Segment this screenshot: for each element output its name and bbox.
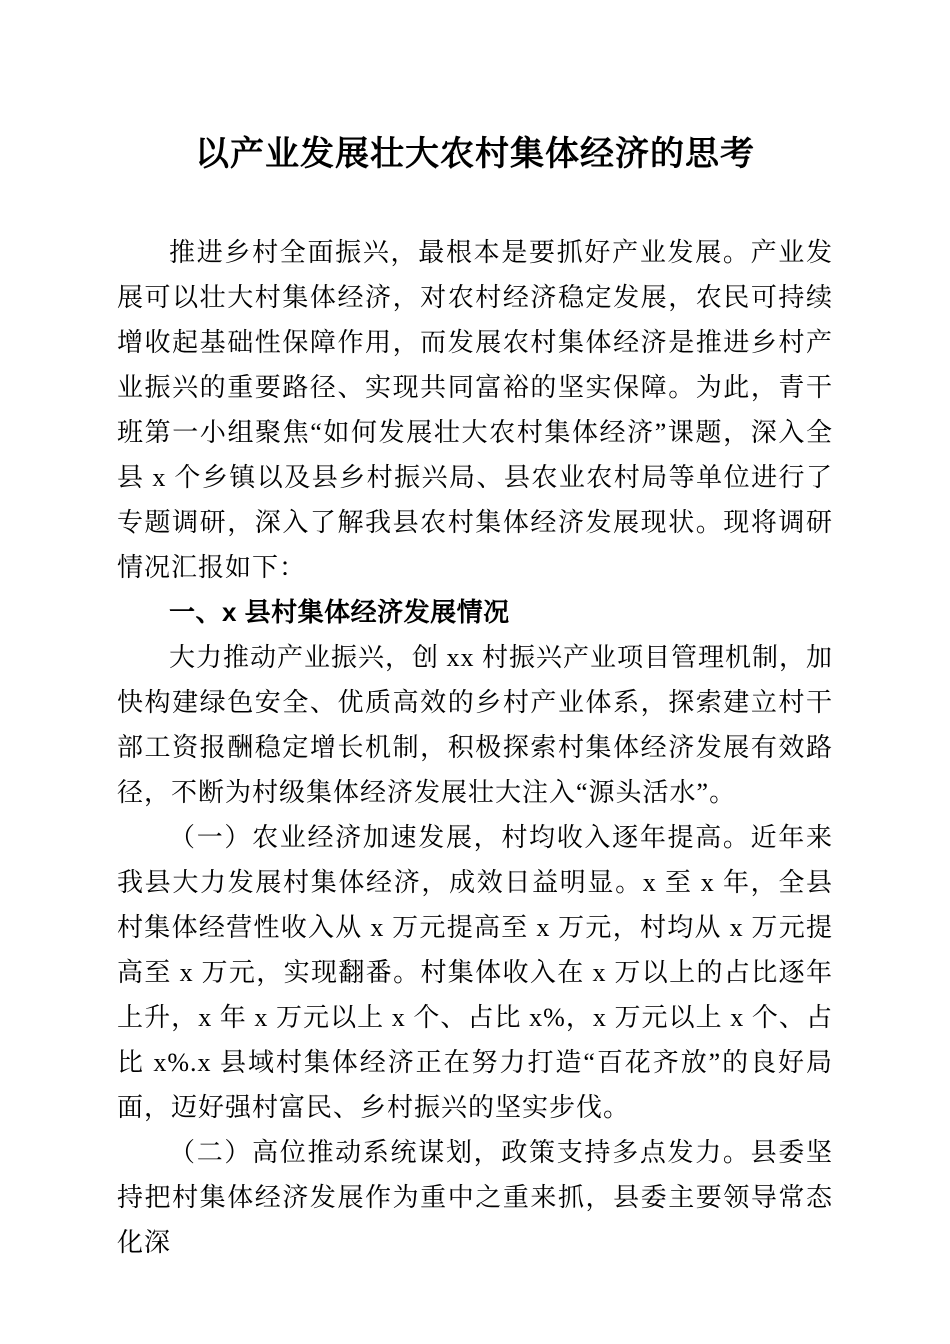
- paragraph-intro: 推进乡村全面振兴，最根本是要抓好产业发展。产业发展可以壮大村集体经济，对农村经济稳定发展，农民可持续增收起基础性保障作用，而发展农村集体经济是推进乡村产业振兴的重要路径、实现共同富裕的坚实保障。为此，青干班第一小组聚焦“如何发展壮大农村集体经济”课题，深入全县 x 个乡镇以及县乡村振兴局、县农业农村局等单位进行了专题调研，深入了解我县农村集体经济发展现状。现将调研情况汇报如下：: [117, 238, 833, 582]
- paragraph-subsection-1: （一）农业经济加速发展，村均收入逐年提高。近年来我县大力发展村集体经济，成效日益明显。x 至 x 年，全县村集体经营性收入从 x 万元提高至 x 万元，村均从 x 万元提高至 x 万元，实现翻番。村集体收入在 x 万以上的占比逐年上升，x 年 x 万元以上 x 个、占比 x%，x 万元以上 x 个、占比 x%.x 县域村集体经济正在努力打造“百花齐放”的良好局面，迈好强村富民、乡村振兴的坚实步伐。: [117, 823, 833, 1122]
- section-heading-1: 一、x 县村集体经济发展情况: [169, 597, 510, 627]
- paragraph-subsection-2: （二）高位推动系统谋划，政策支持多点发力。县委坚持把村集体经济发展作为重中之重来抓，县委主要领导常态化深: [117, 1138, 833, 1257]
- document-title: 以产业发展壮大农村集体经济的思考: [195, 136, 755, 173]
- paragraph-overview: 大力推动产业振兴，创 xx 村振兴产业项目管理机制，加快构建绿色安全、优质高效的乡村产业体系，探索建立村干部工资报酬稳定增长机制，积极探索村集体经济发展有效路径，不断为村级集体经济发展壮大注入“源头活水”。: [117, 643, 834, 807]
